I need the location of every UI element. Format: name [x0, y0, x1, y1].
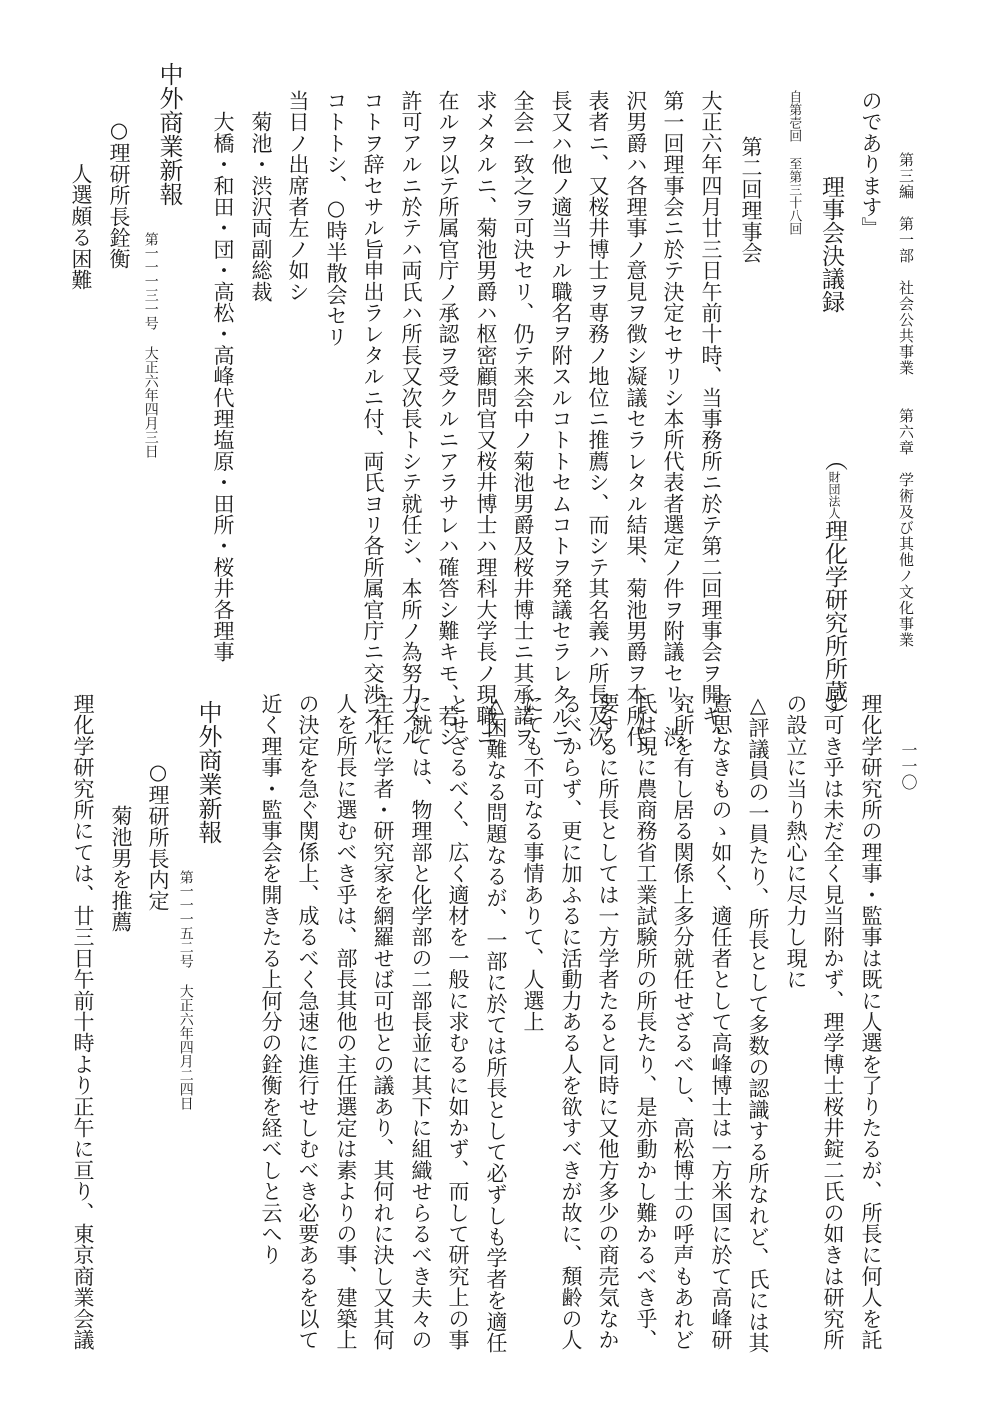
newspaper-issue-block	[143, 232, 158, 458]
minutes-line-1: 大正六年四月廿三日午前十時、当事務所ニ於テ第二回理事会ヲ開キ、	[699, 90, 723, 748]
minutes-line-4: 表者ニ、又桜井博士ヲ専務ノ地位ニ推薦シ、而シテ其名義ハ所長及次	[586, 90, 610, 748]
article-subheading-2: 菊池男を推薦	[109, 805, 133, 933]
newspaper-issue-2: 第一一一五二号	[177, 870, 194, 968]
article-line-5: 意思なきものゝ如く、適任者として高峰博士は一方米国に於て高峰研	[709, 693, 733, 1351]
article-line-15: 人を所長に選むべき乎は、部長其他の主任選定は素よりの事、建築上	[334, 693, 358, 1351]
newspaper-name-2: 中外商業新報	[194, 700, 222, 844]
minutes-line-10: コトヲ辞セサル旨申出ラレタルニ付、両氏ヨリ各所属官庁ニ交渉スル	[361, 90, 385, 748]
article-heading: ○理研所長銓衡	[107, 118, 131, 270]
minutes-line-13: 菊池・渋沢両副総裁	[249, 90, 273, 302]
minutes-line-12: 当日ノ出席者左ノ如シ	[286, 90, 310, 302]
minutes-line-14: 大橋・和田・団・高松・高峰代理塩原・田所・桜井各理事	[211, 90, 235, 663]
document-range	[786, 90, 800, 235]
document-source-open: （	[821, 448, 847, 471]
quote-closing-line: のであります』	[859, 90, 883, 239]
article-line-12: とせざるべく、広く適材を一般に求むるに如かず、而して研究上の事	[446, 693, 470, 1351]
article-line-17: 近く理事・監事会を開きたる上何分の銓衡を経べしと云へり	[259, 693, 283, 1266]
minutes-line-11: コトトシ、○時半散会セリ	[324, 90, 348, 348]
minutes-line-9: 許可アルニ於テハ両氏ハ所長又次長トシテ就任シ、本所ノ為努力スル	[399, 90, 423, 748]
document-title: 理事会決議録	[818, 175, 844, 313]
newspaper-issue: 第一一一三一号	[142, 232, 159, 330]
minutes-line-8: 在ルヲ以テ所属官庁ノ承認ヲ受クルニアラサレハ確答シ難キモ、若シ	[436, 90, 460, 748]
document-range-to: 至第三十八回	[786, 157, 802, 235]
minutes-line-2: 第一回理事会ニ於テ決定セサリシ本所代表者選定ノ件ヲ附議セリ、渋	[661, 90, 685, 748]
article-2-line-1: 理化学研究所にては、廿三日午前十時より正午に亘り、東京商業会議	[71, 693, 95, 1351]
newspaper-date: 大正六年四月三日	[142, 346, 159, 458]
minutes-line-6: 全会一致之ヲ可決セリ、仍テ来会中ノ菊池男爵及桜井博士ニ其承諾ヲ	[511, 90, 535, 748]
article-line-6: 究所を有し居る関係上多分就任せざるべし、高松博士の呼声もあれど	[671, 693, 695, 1351]
document-range-from: 自第壱回	[786, 90, 802, 142]
article-line-4: △評議員の一員たり、所長として多数の認識する所なれど、氏には其	[746, 693, 770, 1354]
article-line-10: にても不可なる事情ありて、人選上	[521, 693, 545, 1033]
article-heading-2: ○理研所長内定	[146, 760, 170, 912]
minutes-line-7: 求メタルニ、菊池男爵ハ枢密顧問官又桜井博士ハ理科大学長ノ現職ニ	[474, 90, 498, 748]
article-line-13: に就ては、物理部と化学部の二部長並に其下に組織せらるべき夫々の	[409, 693, 433, 1351]
article-line-7: 氏は現に農商務省工業試験所の所長たり、是亦動かし難かるべき乎、	[634, 693, 658, 1351]
document-source-org-type: 財団法人	[827, 471, 841, 519]
running-header: 第三編 第一部 社会公共事業 第六章 学術及び其他ノ文化事業	[897, 152, 915, 648]
page-number: 一一〇	[899, 742, 918, 790]
document-source-name: 理化学研究所所蔵）	[821, 519, 847, 726]
meeting-heading: 第二回理事会	[739, 136, 763, 264]
article-line-1: 理化学研究所の理事・監事は既に人選を了りたるが、所長に何人を託	[859, 693, 883, 1351]
article-line-2: す可き乎は未だ全く見当附かず、理学博士桜井錠二氏の如きは研究所	[821, 693, 845, 1351]
article-line-9: るべからず、更に加ふるに活動力ある人を欲すべきが故に、頽齢の人	[559, 693, 583, 1351]
article-line-16: の決定を急ぐ関係上、成るべく急速に進行せしむべき必要あるを以て	[296, 693, 320, 1351]
minutes-line-3: 沢男爵ハ各理事ノ意見ヲ徴シ凝議セラレタル結果、菊池男爵ヲ本所代	[624, 90, 648, 748]
article-line-8: 要するに所長としては一方学者たると同時に又他方多少の商売気なか	[596, 693, 620, 1351]
document-source	[814, 448, 845, 726]
newspaper-issue-block-2	[178, 870, 193, 1110]
article-subheading: 人選頗る困難	[69, 163, 93, 291]
minutes-line-5: 長又ハ他ノ適当ナル職名ヲ附スルコトトセムコトヲ発議セラレタルニ	[549, 90, 573, 748]
article-line-14: 主任に学者・研究家を網羅せば可也との議あり、其何れに決し又其何	[371, 693, 395, 1351]
article-line-11: △困難なる問題なるが、一部に於ては所長として必ずしも学者を適任	[484, 693, 508, 1354]
newspaper-date-2: 大正六年四月二四日	[177, 984, 194, 1110]
newspaper-name: 中外商業新報	[155, 62, 183, 206]
article-line-3: の設立に当り熱心に尽力し現に	[784, 693, 808, 990]
